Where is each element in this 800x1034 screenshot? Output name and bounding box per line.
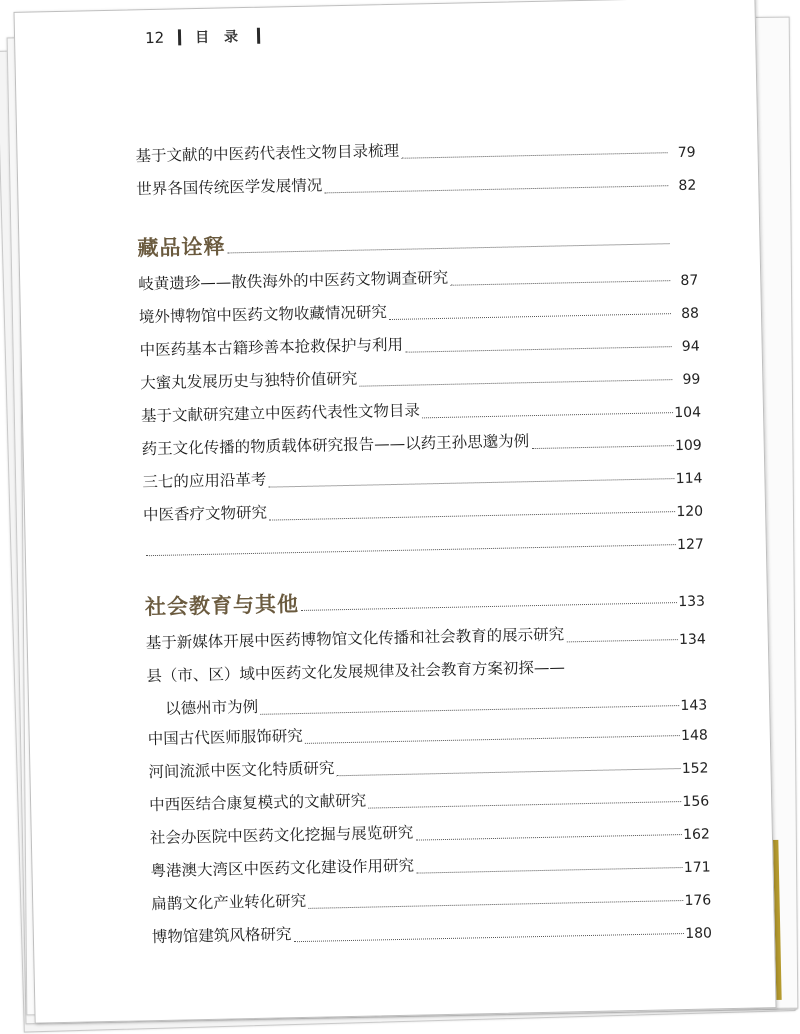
entry-page-number: 114 (675, 470, 703, 488)
entry-page-number: 120 (676, 503, 704, 521)
entry-page-number: 134 (678, 631, 706, 649)
dot-leader (406, 346, 672, 353)
dot-leader (532, 445, 674, 449)
entry-title: 中国古代医师服饰研究 (147, 726, 303, 749)
entry-page-number: 171 (683, 859, 711, 877)
entry-title: 社会办医院中医药文化挖掘与展览研究 (149, 823, 414, 848)
entry-page-number: 99 (682, 371, 701, 388)
dot-leader (308, 900, 683, 909)
entry-page-number: 87 (680, 272, 699, 289)
entry-title: 基于新媒体开展中医药博物馆文化传播和社会教育的展示研究 (145, 625, 565, 653)
entry-page-number: 180 (685, 925, 713, 942)
entry-page-number: 148 (680, 727, 708, 745)
entry-title: 基于文献研究建立中医药代表性文物目录 (140, 401, 421, 426)
entry-title: 三七的应用沿革考 (142, 470, 267, 492)
section-page-number: 133 (678, 593, 706, 611)
entry-page-number: 79 (677, 144, 696, 161)
section-title: 藏品诠释 (137, 234, 226, 261)
entry-page-number: 88 (680, 305, 700, 322)
dot-leader (422, 412, 673, 418)
header-page-number: 12 (144, 28, 165, 48)
dot-leader (368, 801, 681, 809)
toc-page (14, 0, 777, 1024)
dot-leader (450, 280, 670, 286)
entry-title: 世界各国传统医学发展情况 (136, 176, 323, 199)
entry-title: 博物馆建筑风格研究 (151, 925, 292, 947)
entry-page-number: 127 (676, 536, 704, 554)
entry-title: 河间流派中医文化特质研究 (148, 759, 335, 782)
entry-title: 粤港澳大湾区中医药文化建设作用研究 (150, 856, 415, 881)
dot-leader (269, 478, 675, 488)
entry-title: 大蜜丸发展历史与独特价值研究 (140, 369, 358, 393)
entry-page-number: 104 (674, 404, 702, 422)
entry-page-number: 82 (678, 177, 697, 194)
entry-title: 中医香疗文物研究 (142, 503, 268, 525)
entry-title: 基于文献的中医药代表性文物目录梳理 (135, 141, 400, 166)
dot-leader (305, 735, 680, 744)
dot-leader (146, 544, 676, 556)
entry-title: 中医药基本古籍珍善本抢救保护与利用 (139, 335, 404, 360)
entry-page-number: 162 (682, 826, 711, 844)
entry-page-number: 152 (681, 760, 709, 778)
entry-page-number: 156 (682, 793, 710, 811)
entry-title: 扁鹊文化产业转化研究 (151, 891, 307, 914)
entry-title: 中西医结合康复模式的文献研究 (148, 791, 367, 815)
section-title: 社会教育与其他 (144, 592, 300, 620)
header-title: 目 录 (195, 29, 244, 47)
dot-leader (260, 705, 679, 715)
dot-leader (567, 639, 678, 642)
entry-page-number: 109 (674, 437, 702, 455)
dot-leader (337, 768, 681, 776)
entry-page-number: 176 (684, 892, 712, 909)
table-of-contents (135, 131, 712, 957)
entry-page-number: 94 (681, 338, 700, 355)
header-divider (257, 28, 260, 44)
dot-leader (301, 602, 677, 611)
entry-title: 境外博物馆中医药文物收藏情况研究 (138, 303, 388, 327)
running-header (145, 24, 260, 50)
dot-leader (324, 185, 668, 193)
dot-leader (359, 379, 672, 387)
dot-leader (416, 834, 682, 841)
entry-title: 县（市、区）域中医药文化发展规律及社会教育方案初探—— (146, 658, 566, 686)
dot-leader (294, 933, 684, 942)
dot-leader (269, 511, 675, 521)
entry-title: 以德州市为例 (164, 697, 259, 718)
dot-leader (228, 243, 670, 253)
entry-title: 岐黄遗珍——散佚海外的中医药文物调查研究 (138, 268, 449, 294)
entry-page-number: 143 (680, 697, 708, 715)
entry-title: 药王文化传播的物质载体研究报告——以药王孙思邈为例 (141, 432, 530, 459)
dot-leader (417, 867, 683, 874)
dot-leader (389, 313, 671, 320)
dot-leader (402, 152, 668, 159)
header-divider (178, 29, 181, 45)
